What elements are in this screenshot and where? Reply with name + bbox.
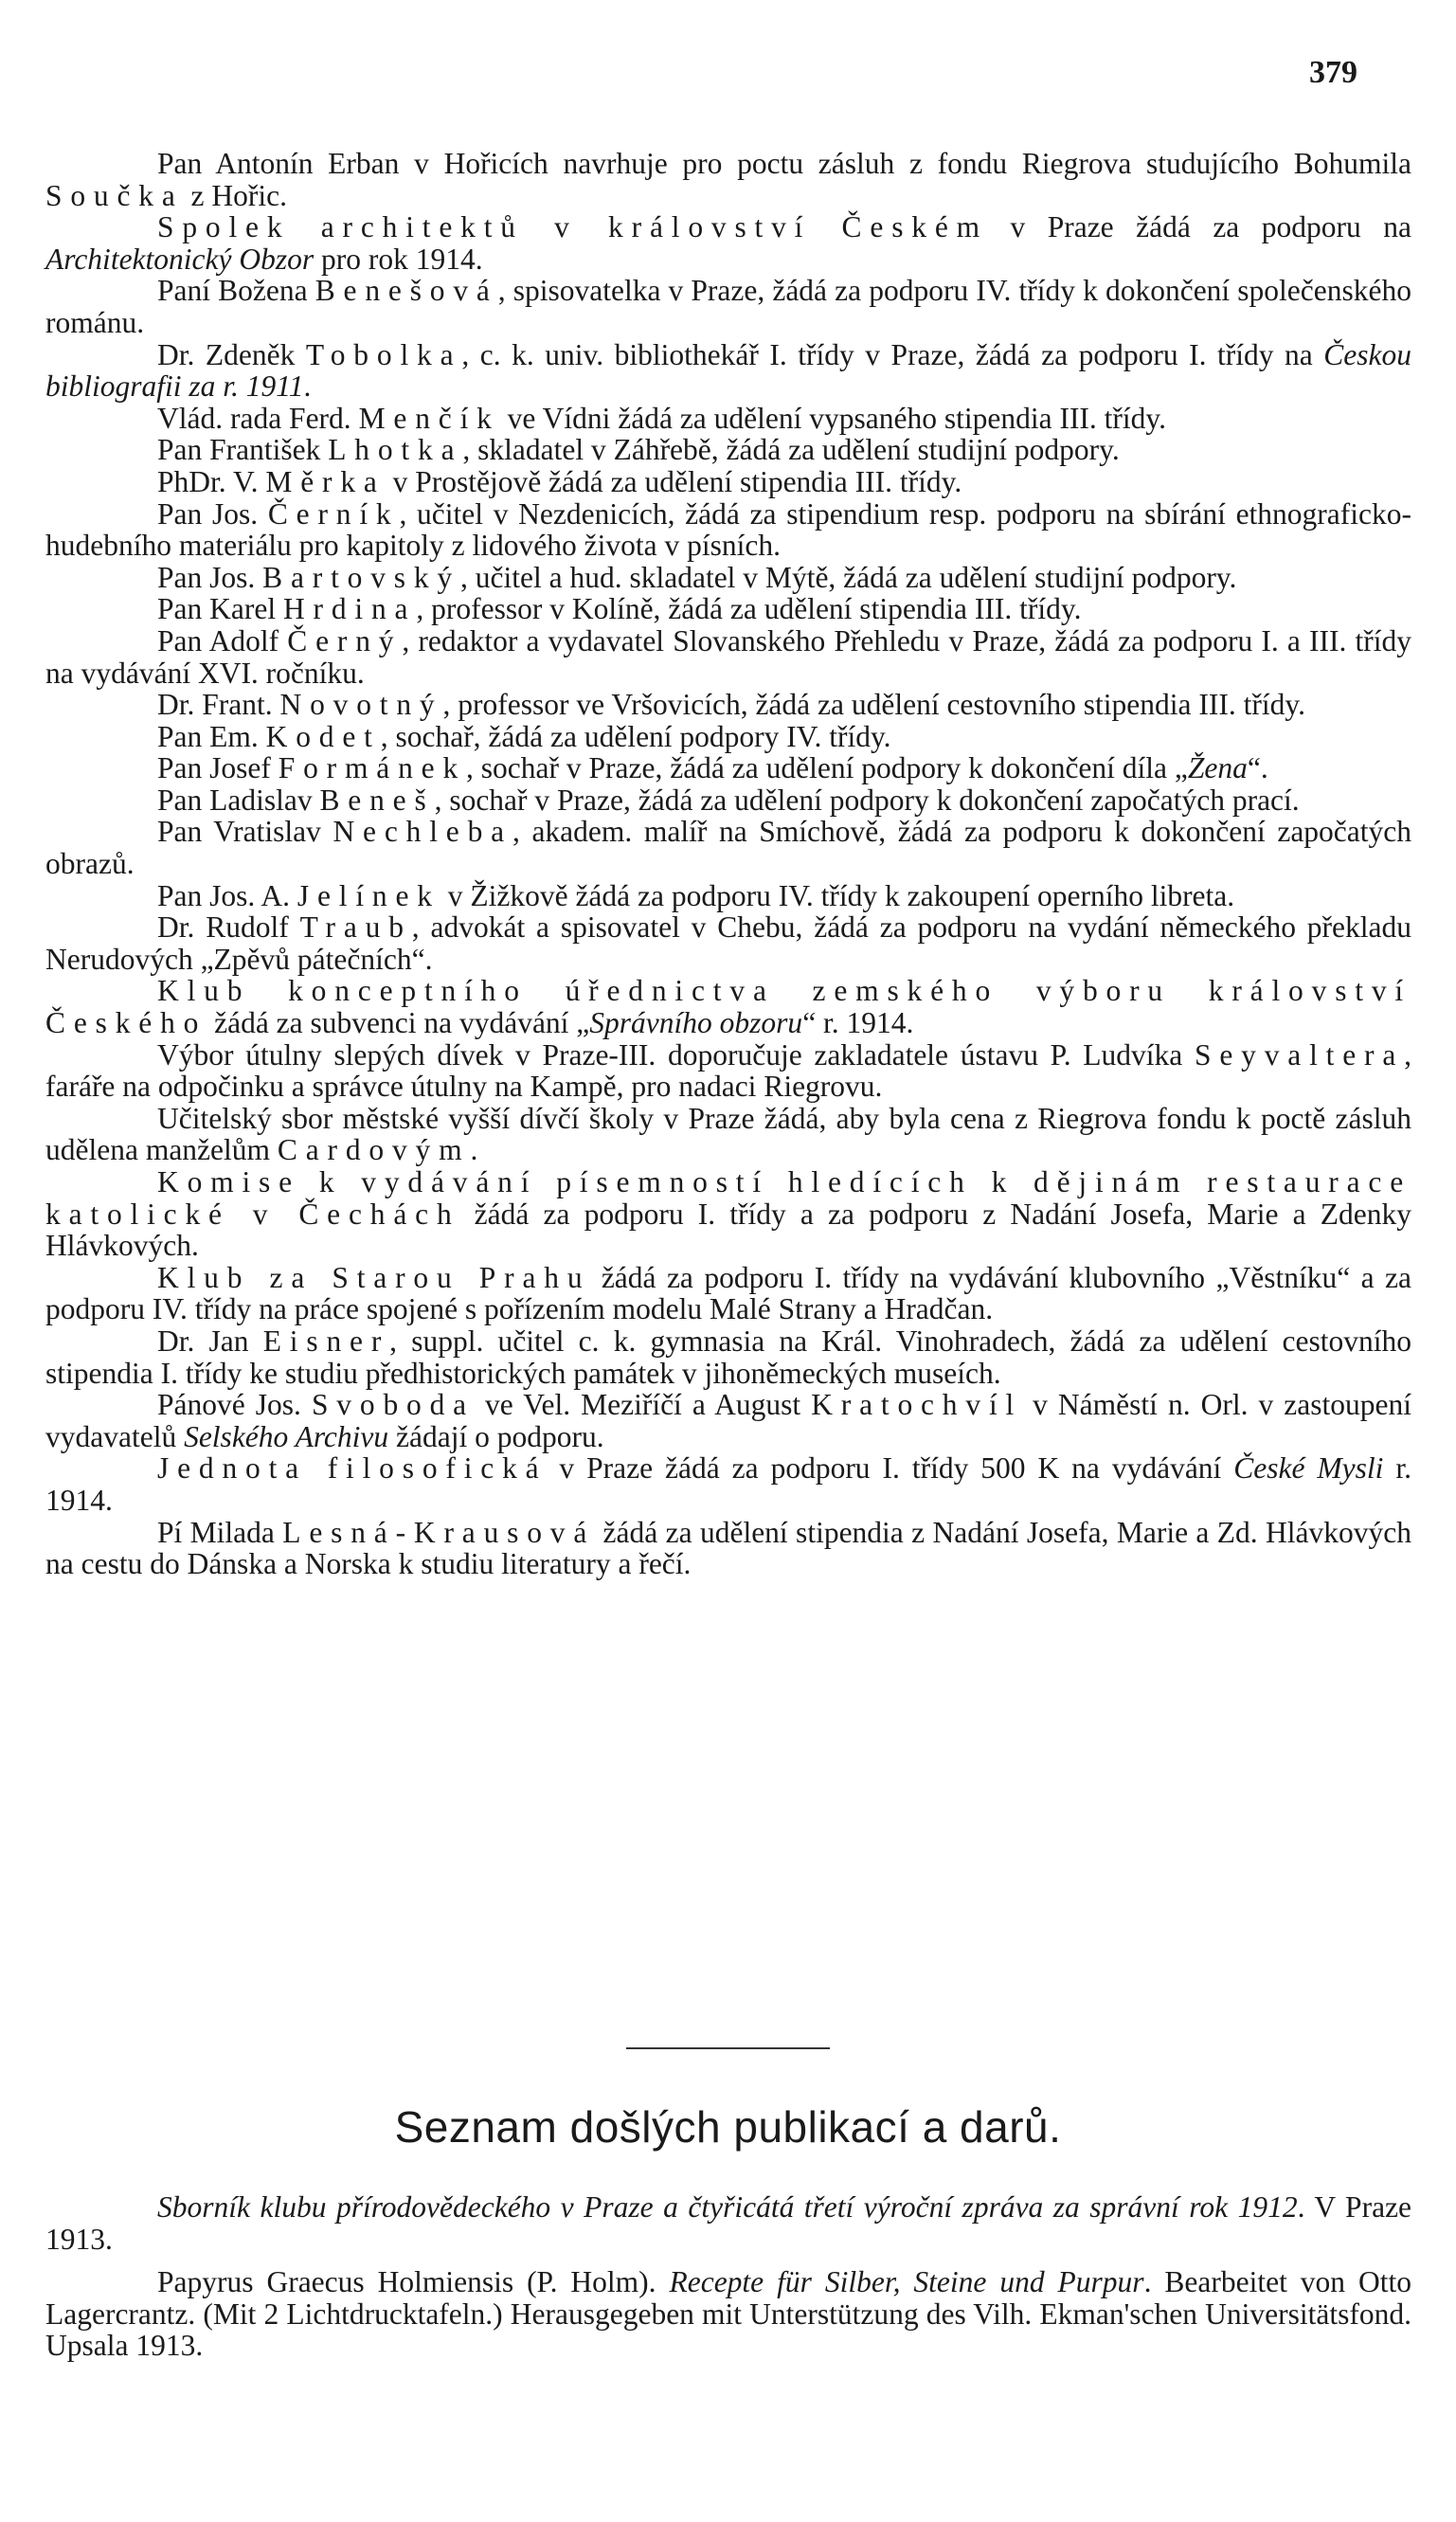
publication-2: Papyrus Graecus Holmiensis (P. Holm). Recepte für Silber, Steine und Purpur. Bearbeitet von Otto Lagercrantz. (Mit 2 Lichtdrucktafeln.) Herausgegeben mit Unterstützung des Vilh. Ekman'schen Universitätsfond. Upsala 1913.	[45, 2265, 1412, 2363]
entry-8: Pan Jos. Černík, učitel v Nezdenicích, žádá za stipendium resp. podporu na sbírání ethnograficko-hudebního materiálu pro kapitoly z lidového života v písních.	[45, 496, 1411, 563]
entry-1: Pan Antonín Erban v Hořicích navrhuje pro poctu zásluh z fondu Riegrova studujícího Bohumila Součka z Hořic.	[45, 147, 1411, 212]
entry-22: Komise k vydávání písemností hledících k dějinám restaurace katolické v Čechách žádá za podporu I. třídy a za podporu z Nadání Josefa, Marie a Zdenky Hlávkových.	[45, 1165, 1411, 1263]
entry-9: Pan Jos. Bartovský, učitel a hud. skladatel v Mýtě, žádá za udělení studijní podpory.	[157, 560, 1237, 594]
entry-4: Dr. Zdeněk Tobolka, c. k. univ. bibliothekář I. třídy v Praze, žádá za podporu I. třídy na Českou bibliografii za r. 1911.	[45, 337, 1411, 404]
entry-23: Klub za Starou Prahu žádá za podporu I. třídy na vydávání klubovního „Věstníku“ a za podporu IV. třídy na práce spojené s pořízením modelu Malé Strany a Hradčan.	[45, 1260, 1411, 1326]
entry-15: Pan Ladislav Beneš, sochař v Praze, žádá za udělení podpory k dokončení započatých prací.	[157, 783, 1300, 817]
entry-21: Učitelský sbor městské vyšší dívčí školy v Praze žádá, aby byla cena z Riegrova fondu k poctě zásluh udělena manželům Cardovým.	[45, 1101, 1411, 1167]
entry-18: Dr. Rudolf Traub, advokát a spisovatel v Chebu, žádá za podporu na vydání německého překladu Nerudových „Zpěvů pátečních“.	[45, 910, 1411, 976]
publication-1: Sborník klubu přírodovědeckého v Praze a čtyřicátá třetí výroční zpráva za správní rok 1912. V Praze 1913.	[45, 2190, 1412, 2256]
entry-17: Pan Jos. A. Jelínek v Žižkově žádá za podporu IV. třídy k zakoupení operního libreta.	[157, 878, 1235, 912]
entry-16: Pan Vratislav Nechleba, akadem. malíř na Smíchově, žádá za podporu k dokončení započatých obrazů.	[45, 815, 1412, 881]
entry-10: Pan Karel Hrdina, professor v Kolíně, žádá za udělení stipendia III. třídy.	[157, 592, 1082, 626]
entry-6: Pan František Lhotka, skladatel v Záhřebě, žádá za udělení studijní podpory.	[157, 433, 1120, 467]
entry-27: Pí Milada Lesná-Krausová žádá za udělení stipendia z Nadání Josefa, Marie a Zd. Hlávkových na cestu do Dánska a Norska k studiu literatury a řečí.	[45, 1515, 1411, 1581]
publications-list	[45, 2191, 1411, 2373]
entry-19: Klub konceptního úřednictva zemského výboru království Českého žádá za subvenci na vydávání „Správního obzoru“ r. 1914.	[45, 974, 1411, 1040]
entry-2: Spolek architektů v království Českém v Praze žádá za podporu na Architektonický Obzor pro rok 1914.	[45, 210, 1411, 276]
entry-25: Pánové Jos. Svoboda ve Vel. Meziříčí a August Kratochvíl v Náměstí n. Orl. v zastoupení vydavatelů Selského Archivu žádají o podporu.	[45, 1388, 1412, 1453]
entry-13: Pan Em. Kodet, sochař, žádá za udělení podpory IV. třídy.	[157, 719, 891, 753]
entry-24: Dr. Jan Eisner, suppl. učitel c. k. gymnasia na Král. Vinohradech, žádá za udělení cestovního stipendia I. třídy ke studiu předhistorických památek v jihoněmeckých museích.	[45, 1324, 1411, 1390]
page-number: 379	[1309, 55, 1357, 90]
entry-20: Výbor útulny slepých dívek v Praze-III. doporučuje zakladatele ústavu P. Ludvíka Seyvaltera, faráře na odpočinku a správce útulny na Kampě, pro nadaci Riegrovu.	[45, 1037, 1411, 1104]
entry-14: Pan Josef Formánek, sochař v Praze, žádá za udělení podpory k dokončení díla „Žena“.	[157, 751, 1268, 785]
entry-26: Jednota filosofická v Praze žádá za podporu I. třídy 500 K na vydávání České Mysli r. 1914.	[45, 1451, 1411, 1517]
entry-11: Pan Adolf Černý, redaktor a vydavatel Slovanského Přehledu v Praze, žádá za podporu I. a III. třídy na vydávání XVI. ročníku.	[45, 623, 1411, 690]
entry-12: Dr. Frant. Novotný, professor ve Vršovicích, žádá za udělení cestovního stipendia III. třídy.	[157, 688, 1305, 722]
section-divider	[626, 2047, 830, 2049]
entry-7: PhDr. V. Měrka v Prostějově žádá za udělení stipendia III. třídy.	[157, 464, 962, 498]
section-title: Seznam došlých publikací a darů.	[394, 2102, 1062, 2152]
entry-3: Paní Božena Benešová, spisovatelka v Praze, žádá za podporu IV. třídy k dokončení společenského románu.	[45, 274, 1411, 339]
entry-5: Vlád. rada Ferd. Menčík ve Vídni žádá za udělení vypsaného stipendia III. třídy.	[157, 401, 1166, 435]
grant-requests-list	[45, 148, 1411, 1580]
